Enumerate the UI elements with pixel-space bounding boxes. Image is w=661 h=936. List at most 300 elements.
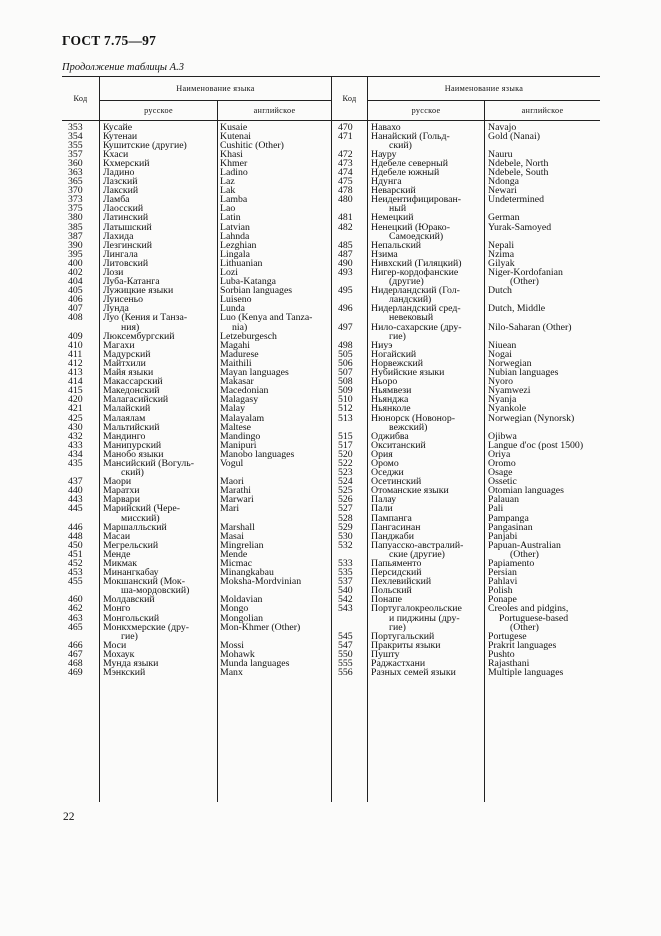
language-name-ru: Нигер-кордофанские xyxy=(371,267,459,278)
language-name-ru: ния) xyxy=(121,321,140,333)
language-name-en: Micmac xyxy=(220,558,253,569)
table-row xyxy=(0,450,661,459)
language-name-ru: Монкхмерские (дру- xyxy=(103,621,190,633)
language-name-en: Norwegian (Nynorsk) xyxy=(488,412,575,424)
language-name-ru: Папьяменто xyxy=(371,558,422,569)
language-name-en: Dutch xyxy=(488,285,512,297)
language-name-en: Khasi xyxy=(220,148,243,160)
language-name-en: Lunda xyxy=(220,303,246,315)
language-name-en: Ndebele, South xyxy=(488,166,549,178)
language-code: 474 xyxy=(338,166,353,178)
language-name-en: Minangkabau xyxy=(220,567,274,579)
language-code: 471 xyxy=(338,130,353,142)
language-name-en: Lamba xyxy=(220,194,248,206)
language-name-ru: Мансийский (Вогуль- xyxy=(103,457,194,469)
language-code: 452 xyxy=(68,558,83,569)
language-name-en: Niger-Kordofanian xyxy=(488,267,563,278)
language-name-en: Pangasinan xyxy=(488,521,533,533)
language-code: 495 xyxy=(338,285,353,297)
table-row xyxy=(0,650,661,659)
language-name-en: Multiple languages xyxy=(488,667,564,679)
language-name-ru: Португальский xyxy=(371,630,435,642)
table-row xyxy=(0,377,661,386)
language-name-en: Nzima xyxy=(488,248,515,260)
language-name-ru: Макассарский xyxy=(103,376,163,388)
language-name-en: German xyxy=(488,212,520,224)
language-name-ru: Литовский xyxy=(103,257,149,269)
language-code: 482 xyxy=(338,221,353,233)
language-name-en: Lingala xyxy=(220,248,250,260)
table-row xyxy=(0,323,661,341)
language-name-ru: Латышский xyxy=(103,221,152,233)
language-name-ru: Немецкий xyxy=(371,212,414,224)
language-name-en: Undetermined xyxy=(488,194,545,206)
table-row xyxy=(0,577,661,586)
language-name-en: nia) xyxy=(232,321,248,333)
table-row xyxy=(0,368,661,377)
language-name-ru: Нубийские языки xyxy=(371,367,445,379)
table-row xyxy=(0,559,661,568)
language-code: 513 xyxy=(338,412,353,424)
language-name-ru: Панджаби xyxy=(371,530,414,542)
table-row xyxy=(0,150,661,159)
language-code: 380 xyxy=(68,212,83,224)
language-code: 468 xyxy=(68,658,83,670)
language-code: 421 xyxy=(68,403,83,415)
language-code: 375 xyxy=(68,203,83,215)
language-name-ru: ный xyxy=(389,203,407,215)
table-row xyxy=(0,441,661,450)
table-row xyxy=(0,241,661,250)
language-name-en: Mari xyxy=(220,503,240,515)
language-name-en: Khmer xyxy=(220,157,248,169)
language-code: 453 xyxy=(68,567,83,579)
language-name-en: Langue d'oc (post 1500) xyxy=(488,439,584,451)
table-row xyxy=(0,386,661,395)
language-name-en: Papiamento xyxy=(488,558,535,569)
language-name-en: Palauan xyxy=(488,494,520,506)
language-name-en: Manobo languages xyxy=(220,448,295,460)
language-name-ru: Ньянджа xyxy=(371,394,409,406)
table-row xyxy=(0,414,661,432)
language-name-ru: Маратхи xyxy=(103,485,140,497)
language-name-en: Masai xyxy=(220,530,244,542)
col-header-ru-left: русское xyxy=(144,106,173,115)
language-code: 462 xyxy=(68,603,83,615)
page-number: 22 xyxy=(63,811,75,823)
language-name-ru: Неидентифицирован- xyxy=(371,194,461,206)
language-code: 525 xyxy=(338,485,353,497)
language-name-ru: Ногайский xyxy=(371,348,417,360)
language-name-en: Mon-Khmer (Other) xyxy=(220,621,301,633)
language-name-en: Ndonga xyxy=(488,176,520,188)
language-name-ru: Луба-Катанга xyxy=(103,276,160,288)
language-name-en: Lao xyxy=(220,203,236,215)
language-name-ru: Нивхский (Гиляцкий) xyxy=(371,257,462,269)
col-header-code-right: Код xyxy=(342,94,357,103)
language-code: 533 xyxy=(338,558,353,569)
language-name-ru: Непальский xyxy=(371,239,422,251)
language-code: 412 xyxy=(68,357,83,369)
table-row xyxy=(0,504,661,513)
language-code: 435 xyxy=(68,457,83,469)
language-code: 400 xyxy=(68,257,83,269)
language-name-ru: Молдавский xyxy=(103,594,155,606)
language-name-ru: Кушитские (другие) xyxy=(103,139,187,151)
language-code: 537 xyxy=(338,576,353,588)
language-name-en: Mongo xyxy=(220,603,249,615)
language-name-ru: Лахида xyxy=(103,230,134,242)
language-name-en: Nogai xyxy=(488,348,512,360)
language-name-ru: Монгольский xyxy=(103,612,160,624)
language-name-ru: Пали xyxy=(371,503,393,515)
language-name-en: Nauru xyxy=(488,148,513,160)
language-code: 404 xyxy=(68,276,83,288)
table-row xyxy=(0,359,661,368)
language-name-en: Newari xyxy=(488,185,517,197)
language-name-ru: Пампанга xyxy=(371,512,412,524)
language-name-ru: Ндебеле северный xyxy=(371,157,448,169)
language-name-ru: ские (другие) xyxy=(389,548,445,560)
language-name-en: Dutch, Middle xyxy=(488,303,546,315)
language-name-en: Luo (Kenya and Tanza- xyxy=(220,312,313,324)
language-name-ru: Лакский xyxy=(103,185,139,197)
language-code: 547 xyxy=(338,639,353,651)
language-name-en: Osage xyxy=(488,467,513,479)
language-name-en: Nyoro xyxy=(488,376,514,388)
language-code: 448 xyxy=(68,530,83,542)
language-code: 523 xyxy=(338,467,353,479)
language-name-ru: Лужицкие языки xyxy=(103,285,174,297)
language-name-ru: ский) xyxy=(389,139,412,151)
language-code: 420 xyxy=(68,394,83,406)
language-code: 556 xyxy=(338,667,353,679)
language-name-en: Lak xyxy=(220,185,236,197)
language-name-ru: Лазский xyxy=(103,176,138,188)
language-name-ru: Персидский xyxy=(371,567,422,579)
table-row xyxy=(0,159,661,168)
language-code: 512 xyxy=(338,403,353,415)
language-name-en: Panjabi xyxy=(488,530,518,542)
language-name-ru: Нидерландский (Гол- xyxy=(371,285,460,297)
language-code: 373 xyxy=(68,194,83,206)
language-name-ru: Самоедский) xyxy=(389,230,444,242)
language-name-en: Ossetic xyxy=(488,476,517,488)
language-name-en: Manx xyxy=(220,667,243,679)
language-code: 520 xyxy=(338,448,353,460)
language-code: 542 xyxy=(338,594,353,606)
language-name-ru: Лаосский xyxy=(103,203,144,215)
language-name-ru: Магахи xyxy=(103,339,135,351)
language-name-ru: Латинский xyxy=(103,212,149,224)
language-name-en: Malay xyxy=(220,403,246,415)
language-name-ru: Майтхили xyxy=(103,357,146,369)
language-name-en: Malagasy xyxy=(220,394,259,406)
language-name-en: Mayan languages xyxy=(220,367,289,379)
language-name-en: Navajo xyxy=(488,121,517,133)
language-code: 365 xyxy=(68,176,83,188)
language-code: 460 xyxy=(68,594,83,606)
language-name-en: Lozi xyxy=(220,267,238,278)
language-name-en: Mohawk xyxy=(220,648,255,660)
language-name-ru: Манипурский xyxy=(103,439,162,451)
language-name-ru: Мунда языки xyxy=(103,658,159,670)
language-name-en: Magahi xyxy=(220,339,250,351)
language-name-ru: Масаи xyxy=(103,530,131,542)
language-code: 490 xyxy=(338,257,353,269)
language-name-ru: Лунда xyxy=(103,303,129,315)
language-code: 493 xyxy=(338,267,353,278)
table-right-half xyxy=(0,123,661,678)
language-name-en: Madurese xyxy=(220,348,259,360)
language-name-en: Norwegian xyxy=(488,357,532,369)
table-row xyxy=(0,541,661,559)
language-name-en: (Other) xyxy=(510,548,539,560)
table-row xyxy=(0,468,661,477)
language-name-en: Mandingo xyxy=(220,430,261,442)
language-name-ru: Оджибва xyxy=(371,430,409,442)
language-code: 522 xyxy=(338,457,353,469)
table-row xyxy=(0,514,661,523)
table-row xyxy=(0,495,661,504)
language-name-en: Nyamwezi xyxy=(488,385,531,397)
language-name-ru: Минангкабау xyxy=(103,567,159,579)
language-code: 475 xyxy=(338,176,353,188)
language-name-en: (Other) xyxy=(510,276,539,288)
language-name-en: Oromo xyxy=(488,457,516,469)
language-name-ru: Марвари xyxy=(103,494,140,506)
language-name-en: Pali xyxy=(488,503,504,515)
language-code: 395 xyxy=(68,248,83,260)
table-row xyxy=(0,341,661,350)
language-name-en: Marshall xyxy=(220,521,255,533)
language-name-ru: Науру xyxy=(371,148,397,160)
language-code: 440 xyxy=(68,485,83,497)
language-name-ru: Кхаси xyxy=(103,148,129,160)
language-name-ru: Кутенаи xyxy=(103,130,138,142)
language-name-en: Macedonian xyxy=(220,385,269,397)
language-name-en: Nubian languages xyxy=(488,367,559,379)
language-name-ru: Осетинский xyxy=(371,476,422,488)
language-code: 370 xyxy=(68,185,83,197)
language-name-en: Gilyak xyxy=(488,257,515,269)
language-code: 530 xyxy=(338,530,353,542)
language-code: 406 xyxy=(68,294,83,306)
language-name-ru: Малаялам xyxy=(103,412,146,424)
language-name-ru: Ниуэ xyxy=(371,339,393,351)
language-name-en: Makasar xyxy=(220,376,254,388)
language-name-ru: Малайский xyxy=(103,403,151,415)
language-name-en: Rajasthani xyxy=(488,658,530,670)
language-name-ru: Майя языки xyxy=(103,367,154,379)
language-code: 473 xyxy=(338,157,353,169)
language-name-en: Nyankole xyxy=(488,403,527,415)
language-name-ru: Раджастхани xyxy=(371,658,426,670)
language-code: 387 xyxy=(68,230,83,242)
language-name-ru: Нило-сахарские (дру- xyxy=(371,321,462,333)
language-code: 445 xyxy=(68,503,83,515)
col-header-en-right: английское xyxy=(521,106,564,115)
language-name-en: Maori xyxy=(220,476,244,488)
language-name-en: Moldavian xyxy=(220,594,263,606)
language-name-en: Latvian xyxy=(220,221,250,233)
language-name-ru: ский) xyxy=(121,467,144,479)
language-name-ru: Микмак xyxy=(103,558,137,569)
language-name-ru: Оромо xyxy=(371,457,399,469)
language-name-ru: Луисеньо xyxy=(103,294,143,306)
language-code: 353 xyxy=(68,121,83,133)
language-code: 434 xyxy=(68,448,83,460)
col-header-name-right: Наименование языка xyxy=(444,84,524,93)
language-name-ru: Кусайе xyxy=(103,121,133,133)
language-name-ru: Маори xyxy=(103,476,132,488)
language-name-ru: Понапе xyxy=(371,594,403,606)
language-code: 425 xyxy=(68,412,83,424)
language-name-en: Cushitic (Other) xyxy=(220,139,284,151)
language-code: 528 xyxy=(338,512,353,524)
table-row xyxy=(0,177,661,186)
language-code: 506 xyxy=(338,357,353,369)
language-name-en: Manipuri xyxy=(220,439,257,451)
language-name-en: Pampanga xyxy=(488,512,529,524)
table-row xyxy=(0,223,661,241)
language-code: 407 xyxy=(68,303,83,315)
table-row xyxy=(0,213,661,222)
language-code: 446 xyxy=(68,521,83,533)
language-name-ru: Норвежский xyxy=(371,357,423,369)
table-row xyxy=(0,350,661,359)
language-name-en: Prakrit languages xyxy=(488,639,557,651)
language-name-en: Kusaie xyxy=(220,121,248,133)
language-code: 540 xyxy=(338,585,353,597)
language-name-ru: Мохаук xyxy=(103,648,135,660)
language-name-ru: Пехлевийский xyxy=(371,576,432,588)
language-code: 411 xyxy=(68,348,83,360)
language-name-ru: Менде xyxy=(103,548,131,560)
col-header-code-left: Код xyxy=(73,94,88,103)
language-code: 478 xyxy=(338,185,353,197)
language-name-en: Lahnda xyxy=(220,230,250,242)
table-row xyxy=(0,486,661,495)
language-name-ru: Марийский (Чере- xyxy=(103,503,180,515)
language-code: 532 xyxy=(338,539,353,551)
language-code: 409 xyxy=(68,330,83,342)
language-code: 455 xyxy=(68,576,83,588)
language-name-ru: Нюнорск (Новонор- xyxy=(371,412,455,424)
language-name-ru: (другие) xyxy=(389,276,424,288)
language-code: 508 xyxy=(338,376,353,388)
language-code: 355 xyxy=(68,139,83,151)
language-code: 535 xyxy=(338,567,353,579)
language-code: 509 xyxy=(338,385,353,397)
language-name-en: Mongolian xyxy=(220,612,263,624)
language-name-ru: Кхмерский xyxy=(103,157,150,169)
language-code: 414 xyxy=(68,376,83,388)
language-code: 507 xyxy=(338,367,353,379)
language-name-ru: Мокшанский (Мок- xyxy=(103,576,185,588)
language-name-en: Ojibwa xyxy=(488,430,517,442)
language-name-en: Kutenai xyxy=(220,130,252,142)
language-name-en: Moksha-Mordvinian xyxy=(220,576,302,588)
language-code: 529 xyxy=(338,521,353,533)
language-code: 463 xyxy=(68,612,83,624)
language-code: 469 xyxy=(68,667,83,679)
language-name-ru: Ламба xyxy=(103,194,130,206)
language-code: 450 xyxy=(68,539,83,551)
language-name-ru: Палау xyxy=(371,494,397,506)
language-code: 515 xyxy=(338,430,353,442)
language-name-en: Marathi xyxy=(220,485,252,497)
language-name-en: Sorbian languages xyxy=(220,285,293,297)
table-row xyxy=(0,459,661,468)
language-name-en: Nyanja xyxy=(488,394,517,406)
language-name-ru: Ньямвези xyxy=(371,385,412,397)
language-code: 354 xyxy=(68,130,83,142)
table-row xyxy=(0,632,661,641)
language-name-en: Malayalam xyxy=(220,412,265,424)
col-header-ru-right: русское xyxy=(411,106,441,115)
col-header-en-left: английское xyxy=(253,106,296,115)
language-name-ru: Мегрельский xyxy=(103,539,159,551)
language-name-ru: Ндебеле южный xyxy=(371,166,440,178)
language-code: 481 xyxy=(338,212,353,224)
language-code: 487 xyxy=(338,248,353,260)
language-name-en: Ndebele, North xyxy=(488,157,549,169)
language-name-en: Marwari xyxy=(220,494,254,506)
language-code: 451 xyxy=(68,548,83,560)
language-name-ru: Лезгинский xyxy=(103,239,153,251)
language-name-ru: ландский) xyxy=(389,294,432,306)
table-row xyxy=(0,668,661,677)
language-name-ru: Разных семей языки xyxy=(371,667,456,679)
language-name-en: Creoles and pidgins, xyxy=(488,603,569,615)
language-code: 505 xyxy=(338,348,353,360)
language-name-en: Vogul xyxy=(220,457,244,469)
language-code: 550 xyxy=(338,648,353,660)
language-name-en: Pahlavi xyxy=(488,576,518,588)
language-name-en: Pushto xyxy=(488,648,515,660)
language-name-en: Portugese xyxy=(488,630,527,642)
language-name-ru: гие) xyxy=(389,621,406,633)
language-code: 437 xyxy=(68,476,83,488)
language-name-en: Oriya xyxy=(488,448,511,460)
table-row xyxy=(0,304,661,322)
language-code: 485 xyxy=(338,239,353,251)
language-name-ru: Мандинго xyxy=(103,430,146,442)
language-code: 496 xyxy=(338,303,353,315)
table-row xyxy=(0,195,661,213)
language-name-ru: невековый xyxy=(389,312,434,324)
language-code: 413 xyxy=(68,367,83,379)
table-row xyxy=(0,604,661,631)
language-code: 472 xyxy=(338,148,353,160)
language-name-en: Yurak-Samoyed xyxy=(488,221,552,233)
language-name-ru: Оседжи xyxy=(371,467,404,479)
language-name-ru: Мадурский xyxy=(103,348,151,360)
document-header: ГОСТ 7.75—97 xyxy=(62,33,157,48)
language-name-en: Otomian languages xyxy=(488,485,564,497)
language-code: 390 xyxy=(68,239,83,251)
language-code: 543 xyxy=(338,603,353,615)
language-code: 480 xyxy=(338,194,353,206)
language-name-ru: Моси xyxy=(103,639,127,651)
language-name-en: Laz xyxy=(220,176,235,188)
language-name-ru: мисский) xyxy=(121,512,160,524)
language-code: 517 xyxy=(338,439,353,451)
language-name-ru: Мальтийский xyxy=(103,421,160,433)
language-code: 432 xyxy=(68,430,83,442)
table-row xyxy=(0,641,661,650)
